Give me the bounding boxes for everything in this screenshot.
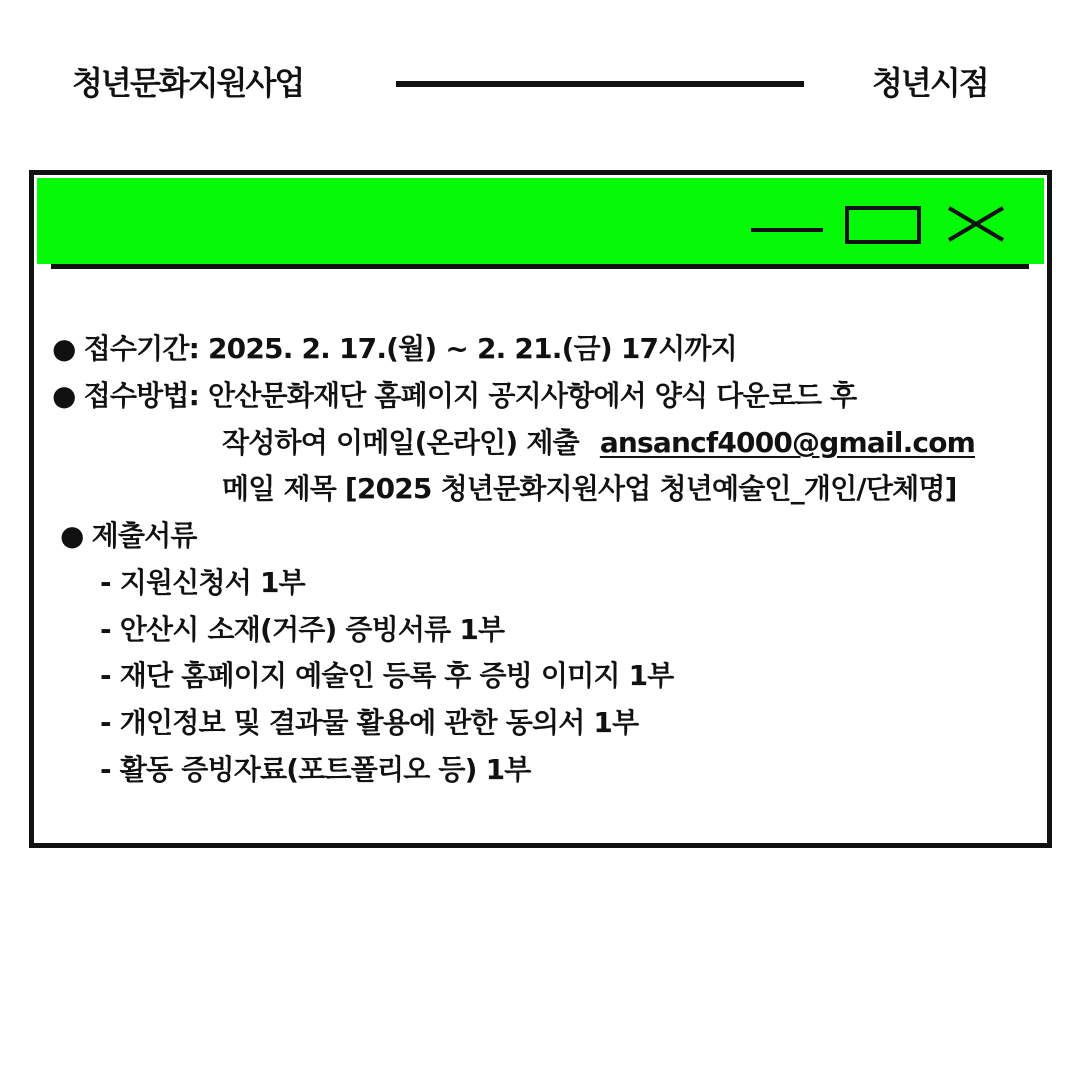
document-item: - 지원신청서 1부 bbox=[100, 566, 305, 599]
document-item: - 재단 홈페이지 예술인 등록 후 증빙 이미지 1부 bbox=[100, 659, 674, 692]
documents-row bbox=[60, 518, 197, 554]
program-title: 청년문화지원사업 bbox=[72, 64, 304, 102]
method-row-3 bbox=[222, 471, 957, 507]
notice-content bbox=[34, 175, 1047, 843]
bullet-icon: ● bbox=[52, 332, 76, 365]
method-text-line2: 작성하여 이메일(온라인) 제출 bbox=[222, 426, 579, 459]
top-header bbox=[0, 0, 1080, 160]
method-row bbox=[52, 378, 856, 414]
email-link[interactable]: ansancf4000@gmail.com bbox=[599, 426, 976, 459]
bullet-icon: ● bbox=[60, 519, 84, 552]
period-row bbox=[52, 331, 737, 367]
series-title: 청년시점 bbox=[872, 64, 988, 102]
mail-subject-text: 메일 제목 [2025 청년문화지원사업 청년예술인_개인/단체명] bbox=[222, 472, 957, 505]
document-item: - 안산시 소재(거주) 증빙서류 1부 bbox=[100, 613, 505, 646]
method-text-line1: 접수방법: 안산문화재단 홈페이지 공지사항에서 양식 다운로드 후 bbox=[83, 379, 857, 412]
document-item: - 개인정보 및 결과물 활용에 관한 동의서 1부 bbox=[100, 706, 639, 739]
method-row-2 bbox=[222, 425, 975, 461]
header-divider bbox=[396, 81, 804, 87]
documents-title: 제출서류 bbox=[91, 519, 197, 552]
notice-window bbox=[29, 170, 1052, 848]
period-text: 접수기간: 2025. 2. 17.(월) ~ 2. 21.(금) 17시까지 bbox=[83, 332, 737, 365]
bullet-icon: ● bbox=[52, 379, 76, 412]
document-item: - 활동 증빙자료(포트폴리오 등) 1부 bbox=[100, 753, 531, 786]
